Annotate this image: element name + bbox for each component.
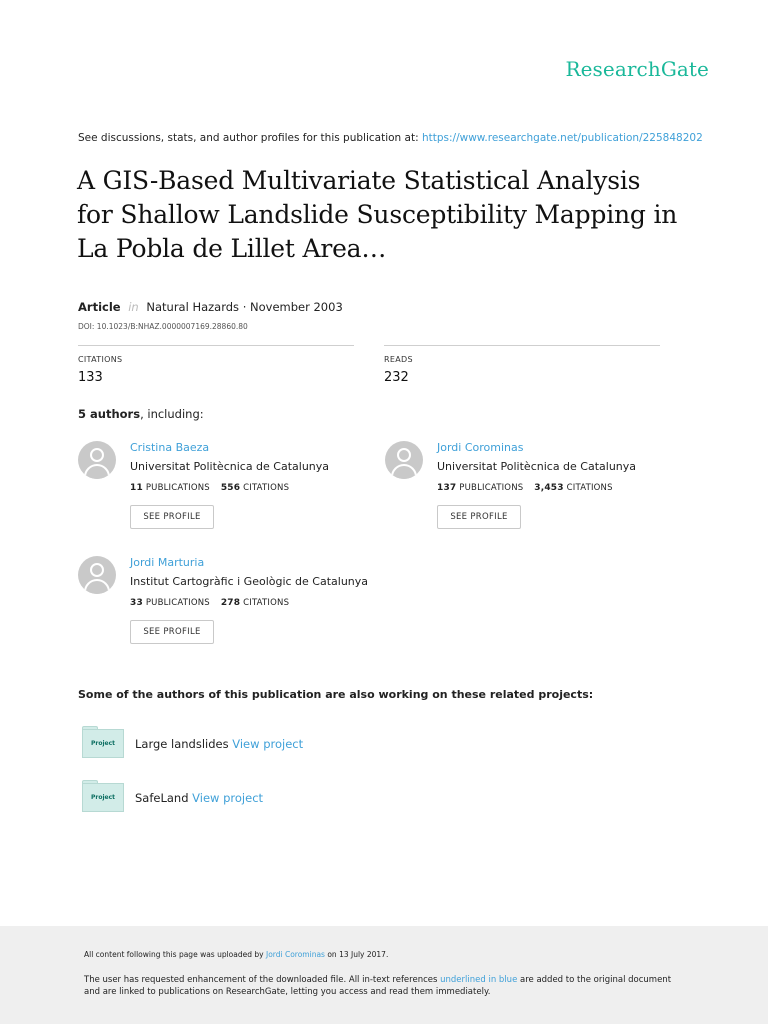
- project-folder-icon[interactable]: [82, 726, 124, 758]
- publication-type: Article: [78, 300, 121, 314]
- citations-label: CITATIONS: [566, 483, 613, 493]
- project-text: [135, 737, 303, 751]
- upload-prefix: All content following this page was uploaded by: [84, 950, 264, 959]
- reads-value: 232: [384, 370, 409, 385]
- project-folder-icon[interactable]: [82, 780, 124, 812]
- author-name[interactable]: Jordi Corominas: [437, 441, 524, 454]
- publications-count: 11: [130, 483, 143, 493]
- enhance-prefix: The user has requested enhancement of the downloaded file. All in-text references: [84, 975, 438, 985]
- author-institution: Universitat Politècnica de Catalunya: [130, 460, 330, 473]
- reads-stat: [384, 345, 660, 385]
- see-profile-button[interactable]: SEE PROFILE: [130, 505, 214, 529]
- see-profile-button[interactable]: SEE PROFILE: [130, 620, 214, 644]
- related-projects-heading: Some of the authors of this publication are also working on these related projects:: [78, 688, 594, 701]
- citations-value: 133: [78, 370, 103, 385]
- venue-date: Natural Hazards · November 2003: [146, 300, 343, 314]
- authors-count: 5 authors: [78, 407, 141, 421]
- publications-count: 137: [437, 483, 457, 493]
- divider: [384, 345, 660, 346]
- enhancement-note: [84, 974, 684, 998]
- avatar-placeholder-icon[interactable]: [78, 441, 116, 479]
- author-stats: [130, 598, 289, 608]
- avatar-placeholder-icon[interactable]: [78, 556, 116, 594]
- view-project-link[interactable]: View project: [232, 737, 304, 751]
- folder-label: Project: [82, 729, 124, 758]
- publication-title: [77, 164, 717, 266]
- title-line: for Shallow Landslide Susceptibility Mapping in: [77, 200, 678, 229]
- citations-count: 3,453: [534, 483, 564, 493]
- title-line: La Pobla de Lillet Area…: [77, 234, 387, 263]
- citations-stat: [78, 345, 354, 385]
- upload-note: [84, 950, 388, 959]
- underlined-link[interactable]: underlined in blue: [440, 975, 518, 985]
- authors-suffix: , including:: [140, 407, 204, 421]
- reads-label: READS: [384, 355, 413, 364]
- author-institution: Institut Cartogràfic i Geològic de Catalunya: [130, 575, 369, 588]
- enhance-suffix: are added to the original document and are linked to publications on ResearchGate, letting you access and read them immediately.: [84, 975, 672, 997]
- see-profile-button[interactable]: SEE PROFILE: [437, 505, 521, 529]
- citations-label: CITATIONS: [243, 483, 290, 493]
- citations-count: 278: [220, 598, 241, 608]
- title-line: A GIS-Based Multivariate Statistical Analysis: [77, 166, 641, 195]
- author-stats: [437, 483, 613, 493]
- upload-suffix: on 13 July 2017.: [327, 950, 389, 959]
- discussions-text: See discussions, stats, and author profiles for this publication at:: [78, 132, 419, 144]
- publications-count: 33: [130, 598, 143, 608]
- folder-label: Project: [82, 783, 124, 812]
- publications-label: PUBLICATIONS: [145, 598, 210, 608]
- citations-count: 556: [220, 483, 241, 493]
- author-name[interactable]: Cristina Baeza: [130, 441, 210, 454]
- project-item: [82, 780, 582, 814]
- author-name[interactable]: Jordi Marturia: [130, 556, 205, 569]
- project-item: [82, 726, 582, 760]
- researchgate-logo[interactable]: ResearchGate: [565, 57, 709, 81]
- project-text: [135, 791, 263, 805]
- citations-label: CITATIONS: [78, 355, 123, 364]
- author-institution: Universitat Politècnica de Catalunya: [437, 460, 637, 473]
- divider: [78, 345, 354, 346]
- view-project-link[interactable]: View project: [192, 791, 264, 805]
- uploader-link[interactable]: Jordi Corominas: [265, 950, 325, 959]
- avatar-placeholder-icon[interactable]: [385, 441, 423, 479]
- publications-label: PUBLICATIONS: [145, 483, 210, 493]
- publication-url-link[interactable]: https://www.researchgate.net/publication/225848202: [421, 132, 703, 144]
- publications-label: PUBLICATIONS: [459, 483, 524, 493]
- citations-label: CITATIONS: [243, 598, 290, 608]
- doi: DOI: 10.1023/B:NHAZ.0000007169.28860.80: [78, 322, 248, 331]
- in-label: in: [128, 300, 139, 314]
- discussions-notice: [78, 132, 718, 144]
- project-name: Large landslides: [135, 737, 229, 751]
- author-stats: [130, 483, 289, 493]
- project-name: SafeLand: [135, 791, 189, 805]
- publication-meta: [78, 300, 343, 314]
- authors-summary: [78, 407, 204, 421]
- footer: [0, 926, 768, 1024]
